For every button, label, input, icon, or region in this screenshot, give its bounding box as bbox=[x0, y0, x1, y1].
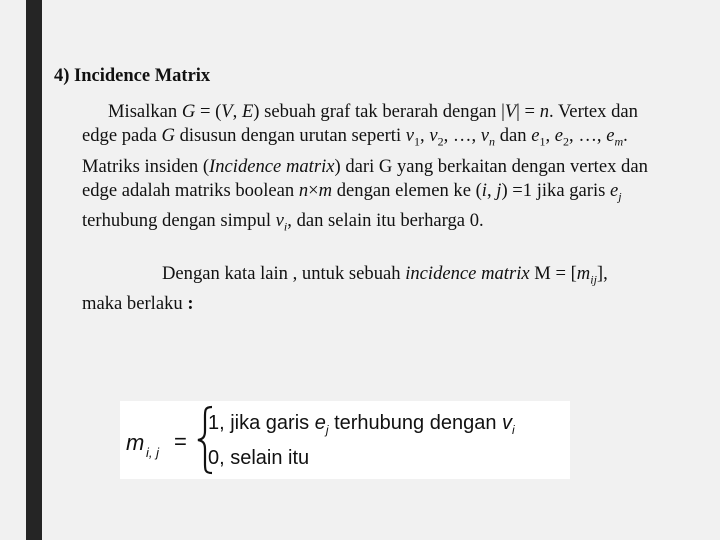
left-accent-bar bbox=[26, 0, 42, 540]
formula-lhs-m: m bbox=[126, 430, 145, 455]
formula-equals: = bbox=[174, 429, 187, 454]
section-title: 4) Incidence Matrix bbox=[54, 66, 211, 86]
incidence-formula bbox=[120, 401, 570, 479]
formula-image bbox=[120, 401, 570, 479]
restatement-paragraph: Dengan kata lain , untuk sebuah incidence matrix $M = [m_{ij}]$, maka berlaku : bbox=[82, 263, 608, 315]
formula-lhs-subscript: i, j bbox=[146, 445, 159, 460]
case-two: 0, selain itu bbox=[208, 447, 310, 469]
case-one: 1, jika garis $e_j$ terhubung dengan $v_i$ bbox=[208, 412, 515, 437]
definition-paragraph: Misalkan G = (V, E) sebuah graf tak berarah dengan |V| = n. Vertex dan edge pada G disusun dengan urutan seperti $v_1$, $v_2$, …, $v_n$ dan $e_1$, $e_2$, …, $e_m$. Matriks insiden (Incidence matrix) dari G yang berkaitan dengan vertex dan edge adalah matriks boolean n×m dengan elemen ke (i, j) =1 jika garis $e_j$ terhubung dengan simpul $v_i$, dan selain itu berharga 0. bbox=[82, 101, 648, 234]
